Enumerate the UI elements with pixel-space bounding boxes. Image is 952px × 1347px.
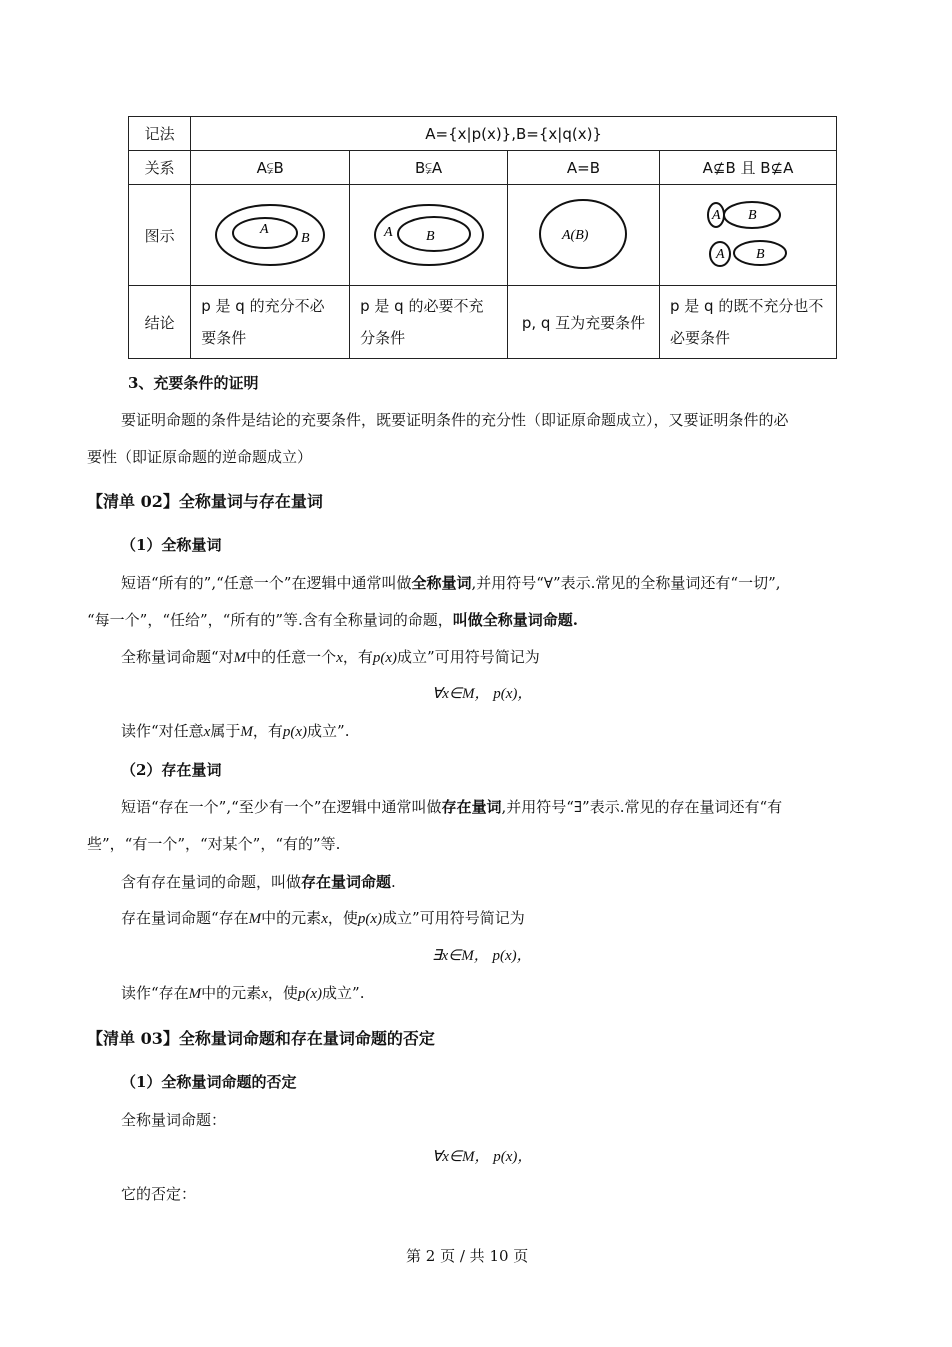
svg-text:A: A <box>716 247 725 262</box>
venn-a-equals-b <box>508 188 658 278</box>
label-relation: 关系 <box>129 151 191 185</box>
svg-text:A(B): A(B) <box>562 228 589 243</box>
list-02-sub-1: （1）全称量词 <box>121 536 222 554</box>
formula-universal: ∀x∈M， p(x)， <box>432 686 533 702</box>
list-02-sub-2: （2）存在量词 <box>121 761 222 779</box>
condition-table <box>128 116 837 359</box>
svg-text:A: A <box>383 225 393 240</box>
conclusion-2: p 是 q 的必要不充分条件 <box>350 286 508 359</box>
section-3-line-2: 要性（即证原命题的逆命题成立） <box>87 448 313 466</box>
list-03-sub-1: （1）全称量词命题的否定 <box>121 1073 297 1091</box>
conclusion-1: p 是 q 的充分不必要条件 <box>191 286 350 359</box>
label-notation: 记法 <box>129 117 191 151</box>
venn-neither <box>660 188 836 278</box>
list-03-line-2: 它的否定： <box>121 1185 197 1203</box>
relation-2: B⫋A <box>350 151 508 185</box>
conclusion-4: p 是 q 的既不充分也不必要条件 <box>660 286 837 359</box>
list-02-heading: 【清单 02】全称量词与存在量词 <box>87 492 323 511</box>
svg-text:B: B <box>301 231 310 246</box>
svg-text:A: A <box>712 208 721 223</box>
para-existential-3: 含有存在量词的命题，叫做存在量词命题. <box>121 873 396 891</box>
relation-4: A⊈B 且 B⊈A <box>660 151 837 185</box>
conclusion-3: p, q 互为充要条件 <box>507 286 659 359</box>
list-03-line-1: 全称量词命题： <box>121 1111 227 1129</box>
svg-text:B: B <box>425 229 435 244</box>
row-notation <box>129 117 837 151</box>
label-diagram: 图示 <box>129 185 191 286</box>
row-conclusion <box>129 286 837 359</box>
svg-text:B: B <box>748 208 757 223</box>
venn-b-subset-a <box>354 188 504 278</box>
relation-3: A=B <box>507 151 659 185</box>
formula-negation: ∀x∈M， p(x)， <box>432 1149 533 1165</box>
svg-text:A: A <box>260 222 269 237</box>
para-universal-3: 全称量词命题“对M中的任意一个x，有p(x)成立”可用符号简记为 <box>121 648 540 666</box>
row-relation <box>129 151 837 185</box>
label-conclusion: 结论 <box>129 286 191 359</box>
list-03-heading: 【清单 03】全称量词命题和存在量词命题的否定 <box>87 1029 435 1048</box>
para-universal-4: 读作“对任意x属于M，有p(x)成立”. <box>121 722 350 740</box>
para-existential-1: 短语“存在一个”,“至少有一个”在逻辑中通常叫做存在量词,并用符号“∃”表示.常见的存在量词还有“有 <box>121 798 783 816</box>
venn-a-subset-b <box>195 188 345 278</box>
page-footer: 第 2 页 / 共 10 页 <box>406 1247 529 1265</box>
svg-text:B: B <box>756 247 765 262</box>
para-existential-4: 存在量词命题“存在M中的元素x，使p(x)成立”可用符号简记为 <box>121 909 525 927</box>
para-existential-5: 读作“存在M中的元素x，使p(x)成立”. <box>121 984 365 1002</box>
row-diagram <box>129 185 837 286</box>
formula-existential: ∃x∈M， p(x)， <box>432 948 532 964</box>
section-3-line-1: 要证明命题的条件是结论的充要条件，既要证明条件的充分性（即证原命题成立），又要证明条件的必 <box>121 411 789 429</box>
section-3-title: 3、充要条件的证明 <box>128 374 259 392</box>
notation-value: A={x|p(x)},B={x|q(x)} <box>191 117 837 151</box>
para-universal-2: “每一个”，“任给”，“所有的”等.含有全称量词的命题，叫做全称量词命题. <box>87 611 579 629</box>
relation-1: A⫋B <box>191 151 350 185</box>
para-existential-2: 些”，“有一个”，“对某个”，“有的”等. <box>87 835 341 853</box>
para-universal-1: 短语“所有的”,“任意一个”在逻辑中通常叫做全称量词,并用符号“∀”表示.常见的全称量词还有“一切”, <box>121 574 781 592</box>
